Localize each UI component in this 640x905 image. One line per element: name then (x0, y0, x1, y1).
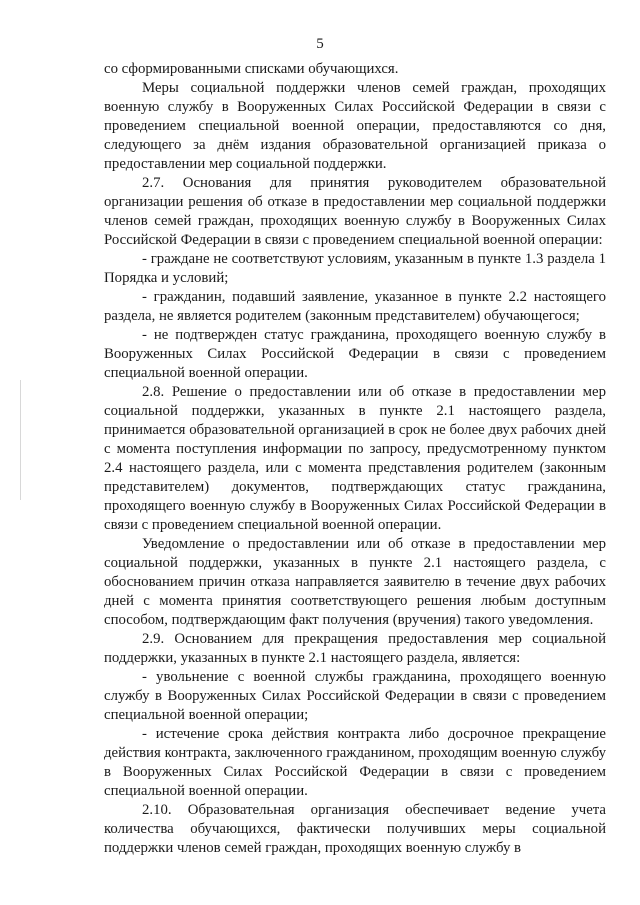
page-number: 5 (316, 36, 324, 52)
paragraph-2-10: 2.10. Образовательная организация обеспечивает ведение учета количества обучающихся, фактически получивших меры социальной поддержки членов семей граждан, проходящих военную службу в (104, 802, 606, 856)
document-body (104, 60, 606, 858)
paragraph-continuation: со сформированными списками обучающихся. (104, 61, 399, 77)
paragraph-2-7: 2.7. Основания для принятия руководителем образовательной организации решения об отказе в предоставлении мер социальной поддержки членов семей граждан, проходящих военную службу в Вооруженных Силах Российской Федерации в связи с проведением специальной военной операции: (104, 175, 606, 248)
paragraph-2-8: 2.8. Решение о предоставлении или об отказе в предоставлении мер социальной поддержки, указанных в пункте 2.1 настоящего раздела, принимается образовательной организацией в срок не более двух рабочих дней с момента поступления информации по запросу, предусмотренному пунктом 2.4 настоящего раздела, или с момента представления родителем (законным представителем) документов, подтверждающих статус гражданина, проходящего военную службу в Вооруженных Силах Российской Федерации в связи с проведением специальной военной операции. (104, 384, 606, 533)
list-item-2-9-a: - увольнение с военной службы гражданина, проходящего военную службу в Вооруженных Силах Российской Федерации в связи с проведением специальной военной операции; (104, 669, 606, 723)
list-item-2-7-c: - не подтвержден статус гражданина, проходящего военную службу в Вооруженных Силах Российской Федерации в связи с проведением специальной военной операции. (104, 327, 606, 381)
list-item-2-9-b: - истечение срока действия контракта либо досрочное прекращение действия контракта, заключенного гражданином, проходящим военную службу в Вооруженных Силах Российской Федерации в связи с проведением специальной военной операции. (104, 726, 606, 799)
list-item-2-7-b: - гражданин, подавший заявление, указанное в пункте 2.2 настоящего раздела, не является родителем (законным представителем) обучающегося; (104, 289, 606, 324)
scan-artifact-line (20, 380, 21, 500)
paragraph-2-9: 2.9. Основанием для прекращения предоставления мер социальной поддержки, указанных в пункте 2.1 настоящего раздела, является: (104, 631, 606, 666)
paragraph-notification: Уведомление о предоставлении или об отказе в предоставлении мер социальной поддержки, указанных в пункте 2.1 настоящего раздела, с обоснованием причин отказа направляется заявителю в течение двух рабочих дней с момента принятия соответствующего решения любым доступным способом, подтверждающим факт получения (вручения) такого уведомления. (104, 536, 606, 628)
paragraph-support-start-date: Меры социальной поддержки членов семей граждан, проходящих военную службу в Вооруженных Силах Российской Федерации в связи с проведением специальной военной операции, предоставляются со дня, следующего за днём издания образовательной организацией приказа о предоставлении мер социальной поддержки. (104, 80, 606, 172)
list-item-2-7-a: - граждане не соответствуют условиям, указанным в пункте 1.3 раздела 1 Порядка и условий; (104, 251, 606, 286)
